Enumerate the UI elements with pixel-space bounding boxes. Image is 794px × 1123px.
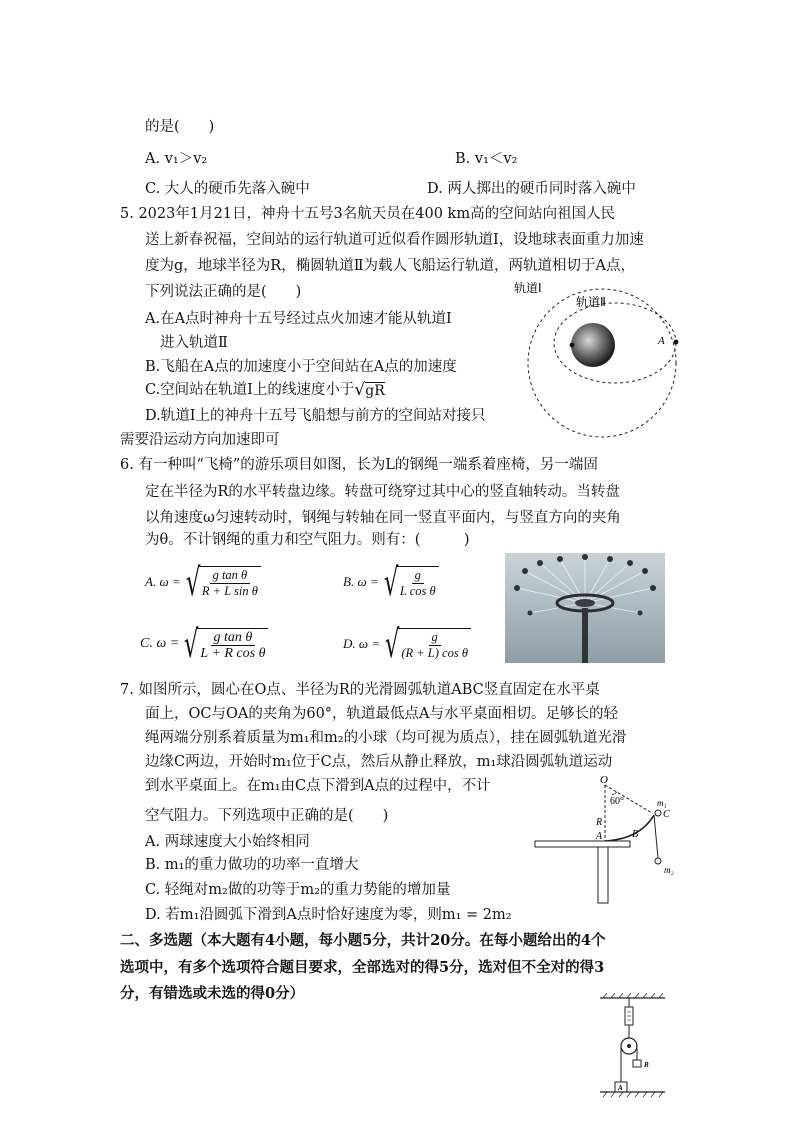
q6-line-2: 定在半径为R的水平转盘边缘。转盘可绕穿过其中心的竖直轴转动。当转盘 (145, 484, 620, 500)
section2-line-1: 二、多选题（本大题有4小题，每小题5分，共计20分。在每小题给出的4个 (120, 932, 606, 949)
arc-track (605, 815, 654, 841)
q5-option-c-root: gR (365, 382, 385, 399)
q7-line-1: 7. 如图所示，圆心在O点、半径为R的光滑圆弧轨道ABC竖直固定在水平桌 (120, 682, 600, 698)
q5-option-c (145, 378, 385, 400)
table-top (535, 841, 630, 847)
q6-option-c-label: C. ω = (140, 636, 180, 651)
arc-track-diagram (530, 773, 690, 908)
q6-option-c-num: g tan θ (211, 630, 256, 646)
q6-option-a (145, 560, 261, 604)
q4-option-a: A. v₁＞v₂ (145, 151, 208, 167)
q6-option-c-sqrt: √ $\frac{\text{g tan θ}}{\text{L + R cos θ}}$ (179, 625, 268, 663)
q5-option-a: A.在A点时神舟十五号经过点火加速才能从轨道Ⅰ (145, 311, 452, 327)
q4-option-c: C. 大人的硬币先落入碗中 (145, 181, 310, 197)
label-b: B (632, 829, 639, 840)
section2-line-2: 选项中，有多个选项符合题目要求，全部选对的得5分，选对但不全对的得3 (120, 959, 605, 976)
ceiling-hatch (603, 993, 663, 998)
q6-option-d-den: (R + L) cos θ (401, 645, 468, 660)
q6-option-d (343, 620, 471, 668)
q5-option-b: B.飞船在A点的加速度小于空间站在A点的加速度 (145, 359, 457, 375)
q7-line-2: 面上，OC与OA的夹角为60°，轨道最低点A与水平桌面相切。足够长的轻 (145, 706, 619, 722)
q7-line-6: 空气阻力。下列选项中正确的是( ) (145, 808, 389, 824)
q6-option-b-den: L cos θ (399, 583, 436, 598)
label-angle: 60° (610, 796, 624, 807)
q5-line-3: 度为g，地球半径为R，椭圆轨道Ⅱ为载人飞船运行轨道，两轨道相切于A点， (145, 258, 636, 274)
label-a: A (596, 831, 603, 842)
q7-option-b: B. m₁的重力做功的功率一直增大 (145, 857, 359, 873)
label-block-b: B (644, 1061, 649, 1069)
rope-line (654, 815, 658, 858)
q4-stem-tail: 的是( ) (145, 119, 215, 135)
orbit-left-point (570, 343, 575, 348)
q6-line-1: 6. 有一种叫“飞椅”的游乐项目如图，长为L的钢绳一端系着座椅，另一端固 (120, 457, 598, 473)
q6-option-b (343, 560, 439, 604)
q5-line-2: 送上新春祝福，空间站的运行轨道可近似看作圆形轨道Ⅰ，设地球表面重力加速 (145, 232, 644, 248)
q6-option-b-num: g (412, 568, 424, 584)
angle-arc (612, 792, 617, 795)
q4-option-b: B. v₁＜v₂ (455, 151, 518, 167)
q6-option-d-label: D. ω = (343, 636, 381, 651)
ball-m2-icon (655, 858, 661, 864)
q6-line-4: 为θ。不计钢绳的重力和空气阻力。则有：( ) (145, 532, 470, 548)
q5-line-1: 5. 2023年1月21日，神舟十五号3名航天员在400 km高的空间站向祖国人民 (120, 206, 616, 222)
label-c: C (663, 809, 670, 820)
sqrt-symbol: √ gR (354, 380, 385, 400)
q6-option-b-label: B. ω = (343, 574, 379, 589)
q6-option-a-label: A. ω = (145, 574, 181, 589)
orbit-1-label: 轨道Ⅰ (514, 281, 542, 295)
label-m2: m₂ (664, 865, 674, 875)
pulley-diagram (595, 990, 685, 1100)
q6-option-a-den: R + L sin θ (201, 583, 258, 598)
label-o: O (600, 774, 608, 786)
block-b-icon (633, 1060, 641, 1067)
q6-option-c (140, 620, 268, 668)
q6-option-d-num: g (429, 630, 441, 646)
q6-line-3: 以角速度ω匀速转动时，钢绳与转轴在同一竖直平面内，与竖直方向的夹角 (145, 510, 621, 526)
q5-option-d: D.轨道Ⅰ上的神舟十五号飞船想与前方的空间站对接只 (145, 408, 486, 424)
orbit-diagram (510, 278, 690, 443)
q7-option-d: D. 若m₁沿圆弧下滑到A点时恰好速度为零，则m₁ = 2m₂ (145, 907, 512, 923)
flying-chairs-photo (505, 553, 665, 663)
q6-option-d-sqrt: √ $\frac{g}{\text{(R + L) cos θ}}$ (380, 625, 471, 663)
q6-option-a-num: g tan θ (210, 568, 251, 584)
point-a-label: A (658, 335, 665, 347)
ground-hatch (603, 1092, 663, 1097)
q5-option-a-cont: 进入轨道Ⅱ (160, 335, 228, 351)
earth-icon (571, 323, 615, 367)
q7-line-3: 绳两端分别系着质量为m₁和m₂的小球（均可视为质点），挂在圆弧轨道光滑 (145, 730, 627, 746)
q5-option-c-text: C.空间站在轨道Ⅰ上的线速度小于 (145, 382, 355, 398)
pulley-c-icon (655, 810, 661, 816)
q6-option-b-sqrt: √ $\frac{g}{\text{L cos θ}}$ (379, 563, 439, 601)
q5-line-4: 下列说法正确的是( ) (145, 284, 302, 300)
label-r: R (596, 817, 603, 828)
q4-option-d: D. 两人掷出的硬币同时落入碗中 (427, 181, 636, 197)
q7-option-a: A. 两球速度大小始终相同 (145, 834, 310, 850)
q7-line-4: 边缘C两边，开始时m₁位于C点，然后从静止释放，m₁球沿圆弧轨道运动 (145, 754, 613, 770)
orbit-2-label: 轨道Ⅱ (576, 295, 606, 309)
label-block-a: A (618, 1084, 623, 1092)
flying-chairs-image (505, 553, 665, 663)
table-leg (598, 847, 608, 903)
q7-line-5: 到水平桌面上。在m₁由C点下滑到A点的过程中，不计 (145, 778, 491, 794)
section2-line-3: 分，有错选或未选的得0分） (120, 985, 305, 1002)
q7-option-c: C. 轻绳对m₂做的功等于m₂的重力势能的增加量 (145, 882, 451, 898)
q5-option-d-cont: 需要沿运动方向加速即可 (120, 432, 280, 448)
point-a-marker (674, 340, 679, 345)
q6-option-a-sqrt: √ $\frac{\text{g tan θ}}{\text{R + L sin θ}}$ (181, 563, 261, 601)
q6-option-c-den: L + R cos θ (200, 645, 266, 661)
label-m1: m₁ (657, 798, 667, 808)
